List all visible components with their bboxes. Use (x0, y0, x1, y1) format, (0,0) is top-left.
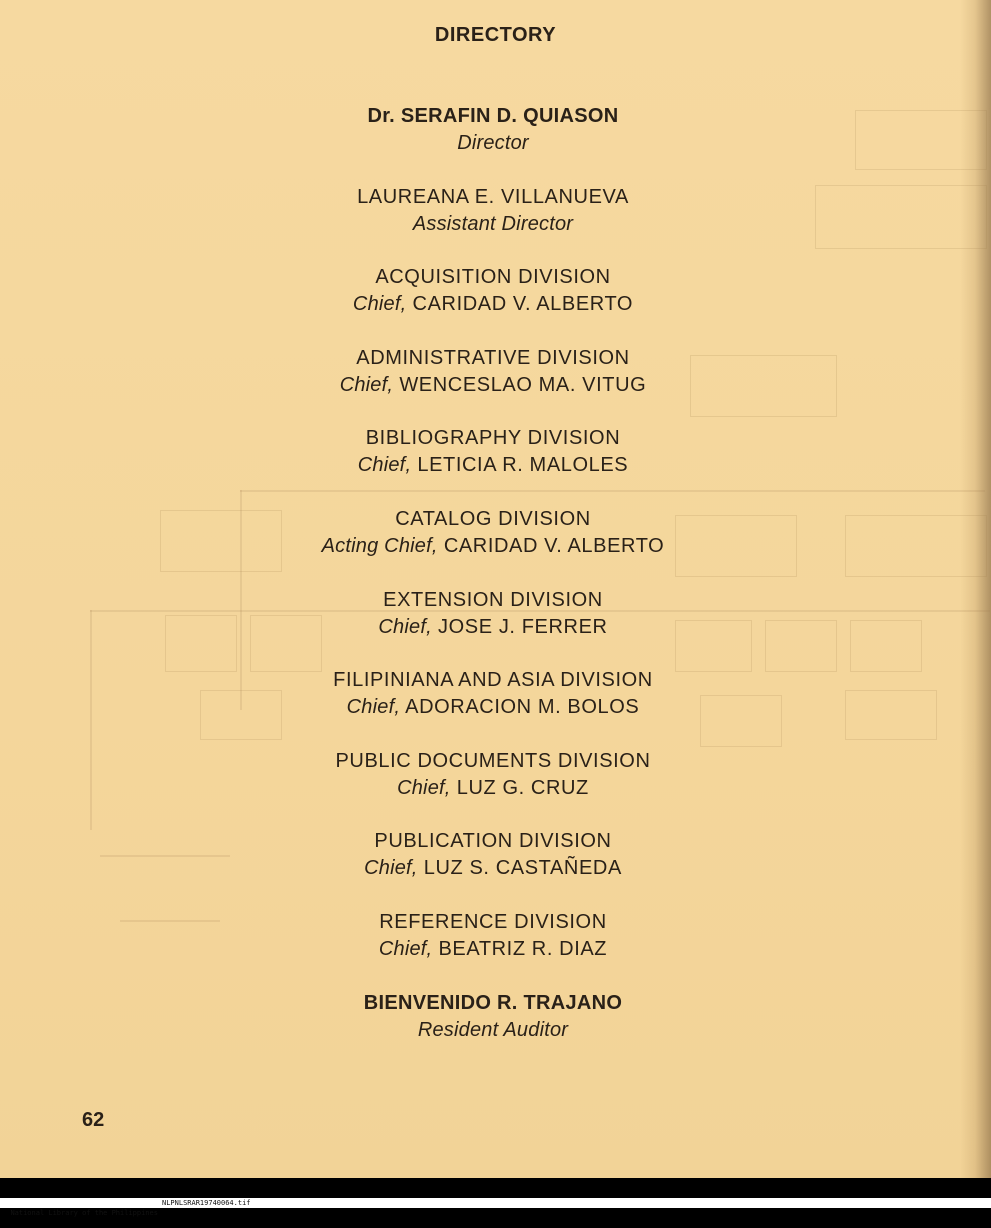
entry-person-name: WENCESLAO MA. VITUG (399, 373, 647, 396)
entry-detail (193, 694, 793, 721)
entry-heading: Dr. SERAFIN D. QUIASON (367, 105, 619, 127)
directory-list (193, 103, 793, 1070)
directory-entry (193, 909, 793, 990)
entry-heading: PUBLICATION DIVISION (374, 830, 612, 853)
entry-role: Acting Chief, (321, 534, 438, 557)
directory-entry (193, 587, 793, 668)
directory-entry (193, 345, 793, 426)
directory-entry (193, 748, 793, 829)
directory-entry (193, 828, 793, 909)
bleed-through-box (850, 620, 922, 672)
entry-heading: FILIPINIANA AND ASIA DIVISION (333, 669, 653, 692)
entry-detail (193, 211, 793, 238)
entry-role: Chief, (346, 696, 401, 719)
bleed-through-box (855, 110, 987, 170)
directory-entry (193, 184, 793, 265)
page-number: 62 (82, 1109, 105, 1131)
entry-heading: PUBLIC DOCUMENTS DIVISION (335, 749, 651, 772)
directory-entry (193, 264, 793, 345)
entry-role: Chief, (364, 857, 418, 880)
entry-role: Resident Auditor (417, 1018, 569, 1041)
entry-heading: REFERENCE DIVISION (379, 910, 607, 933)
entry-role: Assistant Director (412, 212, 574, 235)
entry-heading: LAUREANA E. VILLANUEVA (357, 185, 629, 208)
entry-heading: ADMINISTRATIVE DIVISION (356, 346, 630, 369)
page-title: DIRECTORY (434, 24, 557, 46)
entry-detail (193, 775, 793, 802)
entry-role: Chief, (339, 373, 394, 396)
entry-detail (193, 614, 793, 641)
bleed-through-box (845, 515, 987, 577)
entry-role: Chief, (378, 937, 433, 960)
directory-entry (193, 506, 793, 587)
entry-role: Chief, (378, 615, 432, 638)
directory-entry (193, 103, 793, 184)
entry-heading: BIENVENIDO R. TRAJANO (363, 991, 623, 1014)
entry-person-name: BEATRIZ R. DIAZ (438, 937, 608, 960)
entry-person-name: CARIDAD V. ALBERTO (443, 534, 665, 557)
entry-heading: EXTENSION DIVISION (383, 588, 603, 611)
directory-entry (193, 667, 793, 748)
bleed-through-line (90, 610, 92, 830)
entry-heading: ACQUISITION DIVISION (375, 266, 611, 289)
entry-role: Chief, (352, 293, 407, 316)
entry-detail (193, 291, 793, 318)
entry-detail (193, 533, 793, 560)
entry-detail (193, 936, 793, 963)
entry-detail (193, 130, 793, 157)
entry-role: Director (457, 132, 529, 154)
entry-detail (193, 372, 793, 399)
entry-person-name: LUZ S. CASTAÑEDA (423, 857, 622, 880)
bleed-through-box (815, 185, 987, 249)
entry-heading: CATALOG DIVISION (395, 507, 591, 530)
footer-filename: NLPNLSRAR19740064.tif (162, 1199, 251, 1207)
directory-entry (193, 990, 793, 1071)
entry-person-name: JOSE J. FERRER (438, 615, 608, 638)
entry-detail (193, 855, 793, 882)
bleed-through-box (845, 690, 937, 740)
scan-footer (0, 1198, 991, 1217)
entry-person-name: LETICIA R. MALOLES (417, 454, 629, 477)
entry-detail (193, 452, 793, 479)
entry-person-name: CARIDAD V. ALBERTO (412, 293, 634, 316)
directory-entry (193, 425, 793, 506)
entry-role: Chief, (397, 776, 451, 799)
entry-person-name: ADORACION M. BOLOS (405, 696, 640, 719)
footer-source: National Library of the Philippines (10, 1209, 158, 1217)
entry-heading: BIBLIOGRAPHY DIVISION (365, 427, 621, 450)
entry-detail (193, 1017, 793, 1044)
entry-role: Chief, (357, 454, 412, 477)
entry-person-name: LUZ G. CRUZ (456, 776, 589, 799)
